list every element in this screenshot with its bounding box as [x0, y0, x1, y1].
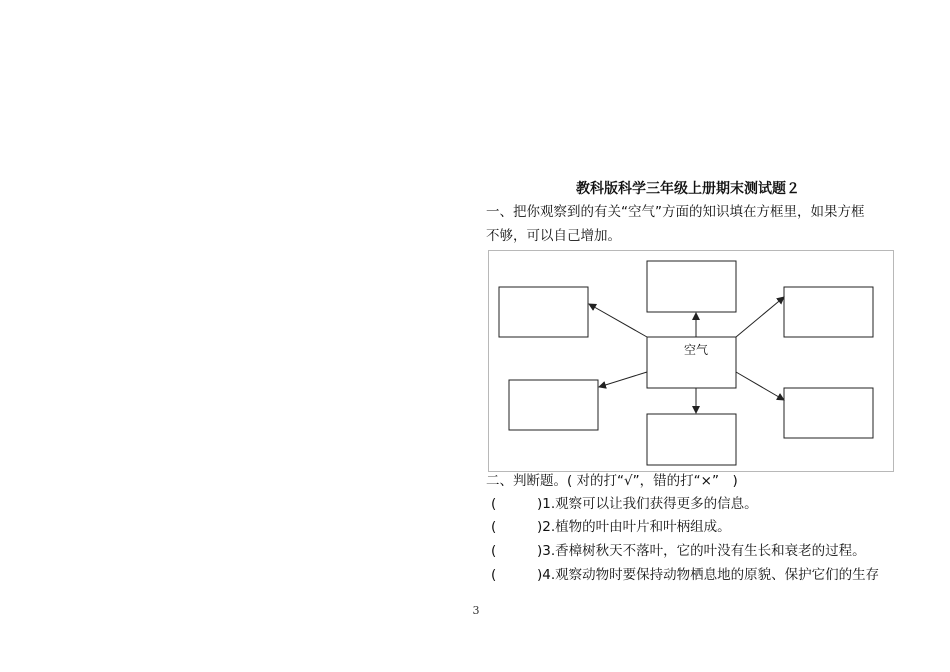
question-4-paren[interactable]: ( — [491, 567, 497, 583]
arrow-to-lower-left — [599, 372, 647, 387]
question-1-text: )1.观察可以让我们获得更多的信息。 — [537, 496, 758, 512]
answer-box-lower-right[interactable] — [784, 388, 873, 438]
answer-box-top[interactable] — [647, 261, 736, 312]
answer-box-lower-left[interactable] — [509, 380, 598, 430]
air-concept-diagram — [488, 250, 894, 472]
page-title: 教科版科学三年级上册期末测试题２ — [576, 181, 800, 197]
answer-box-upper-left[interactable] — [499, 287, 588, 337]
section1-prompt-line2: 不够，可以自己增加。 — [486, 228, 621, 244]
answer-box-bottom[interactable] — [647, 414, 736, 465]
question-4-text: )4.观察动物时要保持动物栖息地的原貌、保护它们的生存 — [537, 567, 880, 583]
question-1-paren[interactable]: ( — [491, 496, 497, 512]
question-2-paren[interactable]: ( — [491, 519, 497, 535]
question-2-text: )2.植物的叶由叶片和叶柄组成。 — [537, 519, 731, 535]
arrow-to-upper-left — [589, 304, 647, 337]
question-3-paren[interactable]: ( — [491, 543, 497, 559]
section1-prompt-line1: 一、把你观察到的有关“空气”方面的知识填在方框里，如果方框 — [486, 204, 865, 220]
answer-box-upper-right[interactable] — [784, 287, 873, 337]
page-number: 3 — [472, 604, 480, 617]
center-label: 空气 — [683, 343, 709, 357]
arrow-to-upper-right — [736, 297, 784, 337]
diagram-canvas — [489, 251, 895, 473]
question-3-text: )3.香樟树秋天不落叶，它的叶没有生长和衰老的过程。 — [537, 543, 866, 559]
section2-heading: 二、判断题。( 对的打“√”，错的打“×” ) — [486, 473, 738, 489]
arrow-to-lower-right — [736, 372, 784, 400]
